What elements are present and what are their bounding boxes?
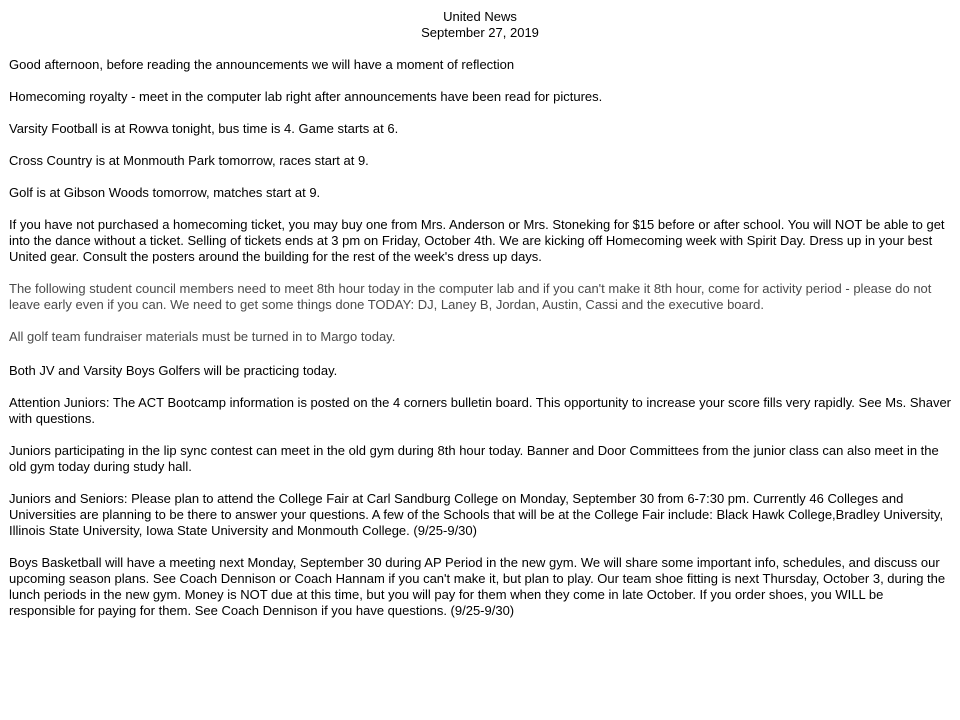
announcement-golf: Golf is at Gibson Woods tomorrow, matches start at 9. <box>9 185 321 200</box>
newsletter-title: United News <box>443 9 517 24</box>
document-header <box>9 9 951 41</box>
newsletter-date: September 27, 2019 <box>421 25 539 40</box>
announcement-homecoming-royalty: Homecoming royalty - meet in the computer lab right after announcements have been read for pictures. <box>9 89 603 104</box>
announcement-reflection: Good afternoon, before reading the announcements we will have a moment of reflection <box>9 57 515 72</box>
announcements-document <box>9 9 951 619</box>
announcement-boys-basketball: Boys Basketball will have a meeting next Monday, September 30 during AP Period in the new gym. We will share some important info, schedules, and discuss our upcoming season plans. See Coach Dennison or Coach Hannam if you can't make it, but plan to play. Our team shoe fitting is next Thursday, October 3, during the lunch periods in the new gym. Money is NOT due at this time, but you will pay for them when they come in late October. If you order shoes, you WILL be responsible for paying for them. See Coach Dennison if you have questions. (9/25-9/30) <box>9 555 946 618</box>
announcement-act-bootcamp: Attention Juniors: The ACT Bootcamp information is posted on the 4 corners bulletin board. This opportunity to increase your score fills very rapidly. See Ms. Shaver with questions. <box>9 395 952 426</box>
announcement-varsity-football: Varsity Football is at Rowva tonight, bus time is 4. Game starts at 6. <box>9 121 399 136</box>
announcement-homecoming-ticket: If you have not purchased a homecoming ticket, you may buy one from Mrs. Anderson or Mrs. Stoneking for $15 before or after school. You will NOT be able to get into the dance without a ticket. Selling of tickets ends at 3 pm on Friday, October 4th. We are kicking off Homecoming week with Spirit Day. Dress up in your best United gear. Consult the posters around the building for the rest of the week's dress up days. <box>9 217 945 264</box>
announcement-college-fair: Juniors and Seniors: Please plan to attend the College Fair at Carl Sandburg College on Monday, September 30 from 6-7:30 pm. Currently 46 Colleges and Universities are planning to be there to answer your questions. A few of the Schools that will be at the College Fair include: Black Hawk College,Bradley University, Illinois State University, Iowa State University and Monmouth College. (9/25-9/30) <box>9 491 944 538</box>
announcement-lip-sync: Juniors participating in the lip sync contest can meet in the old gym during 8th hour today. Banner and Door Committees from the junior class can also meet in the old gym today during study hall. <box>9 443 939 474</box>
announcement-cross-country: Cross Country is at Monmouth Park tomorrow, races start at 9. <box>9 153 369 168</box>
announcement-boys-golfers: Both JV and Varsity Boys Golfers will be practicing today. <box>9 363 338 378</box>
announcement-golf-fundraiser: All golf team fundraiser materials must be turned in to Margo today. <box>9 329 396 344</box>
announcement-student-council: The following student council members need to meet 8th hour today in the computer lab and if you can't make it 8th hour, come for activity period - please do not leave early even if you can. We need to get some things done TODAY: DJ, Laney B, Jordan, Austin, Cassi and the executive board. <box>9 281 932 312</box>
